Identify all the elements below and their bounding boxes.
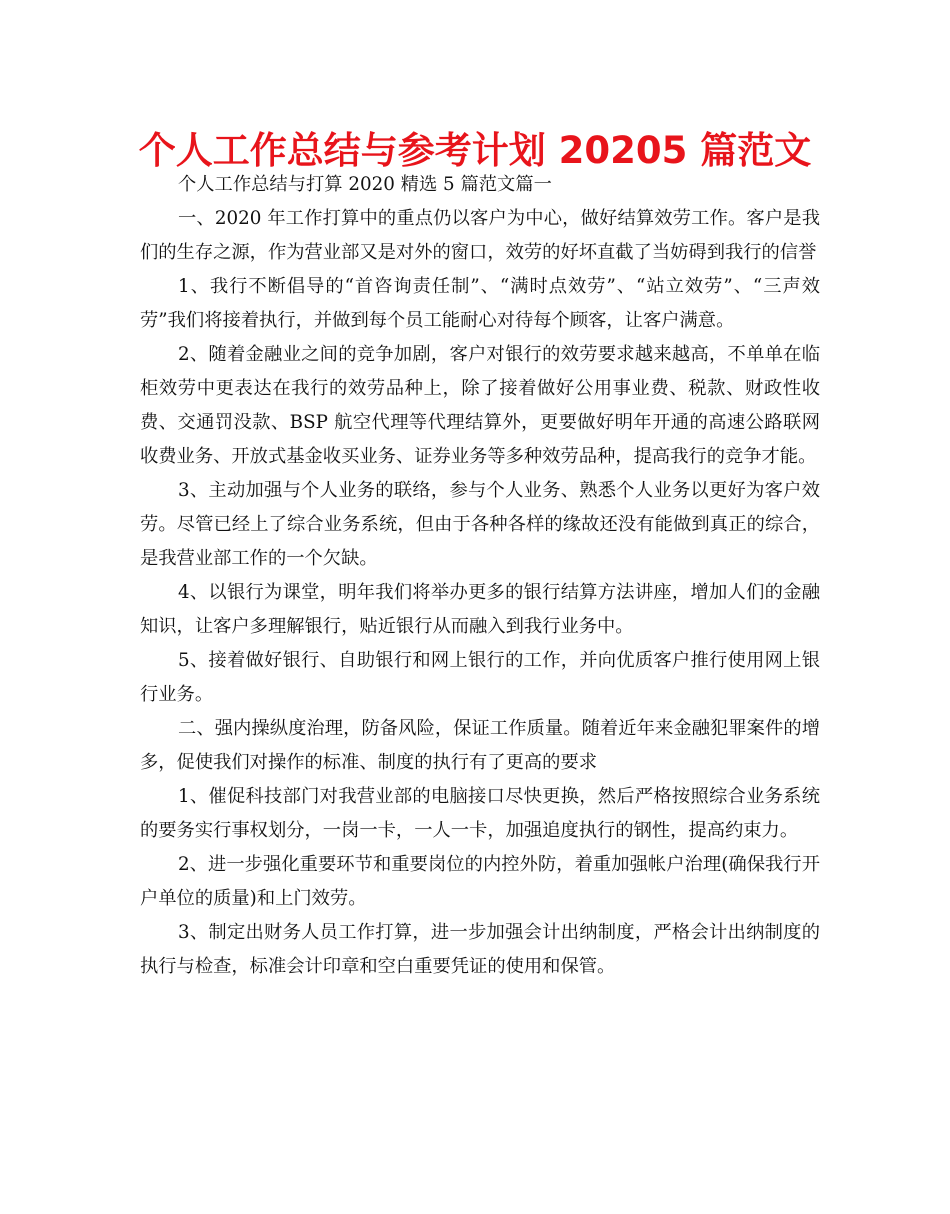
paragraph-item-1-3: 3、主动加强与个人业务的联络，参与个人业务、熟悉个人业务以更好为客户效劳。尽管已经上了综合业务系统，但由于各种各样的缘故还没有能做到真正的综合，是我营业部工作的一个欠缺。	[140, 480, 820, 569]
paragraph-item-1-5: 5、接着做好银行、自助银行和网上银行的工作，并向优质客户推行使用网上银行业务。	[140, 650, 820, 705]
paragraph-section-1: 一、2020 年工作打算中的重点仍以客户为中心，做好结算效劳工作。客户是我们的生存之源，作为营业部又是对外的窗口，效劳的好坏直截了当妨碍到我行的信誉	[140, 208, 820, 263]
paragraph-item-1-1: 1、我行不断倡导的“首咨询责任制”、“满时点效劳”、“站立效劳”、“三声效劳”我们将接着执行，并做到每个员工能耐心对待每个顾客，让客户满意。	[140, 276, 820, 331]
paragraph-item-2-2: 2、进一步强化重要环节和重要岗位的内控外防，着重加强帐户治理(确保我行开户单位的质量)和上门效劳。	[140, 854, 820, 909]
paragraph-subtitle: 个人工作总结与打算 2020 精选 5 篇范文篇一	[178, 174, 552, 195]
paragraph-item-1-4: 4、以银行为课堂，明年我们将举办更多的银行结算方法讲座，增加人们的金融知识，让客户多理解银行，贴近银行从而融入到我行业务中。	[140, 582, 820, 637]
paragraph-item-2-1: 1、催促科技部门对我营业部的电脑接口尽快更换，然后严格按照综合业务系统的要务实行事权划分，一岗一卡，一人一卡，加强追度执行的钢性，提高约束力。	[140, 786, 820, 841]
document-body	[140, 168, 820, 984]
paragraph-item-2-3: 3、制定出财务人员工作打算，进一步加强会计出纳制度，严格会计出纳制度的执行与检查，标准会计印章和空白重要凭证的使用和保管。	[140, 922, 820, 977]
paragraph-item-1-2: 2、随着金融业之间的竞争加剧，客户对银行的效劳要求越来越高，不单单在临柜效劳中更表达在我行的效劳品种上，除了接着做好公用事业费、税款、财政性收费、交通罚没款、BSP 航空代理等代理结算外，更要做好明年开通的高速公路联网收费业务、开放式基金收买业务、证券业务等多种效劳品种，提高我行的竞争才能。	[140, 344, 820, 467]
document-title: 个人工作总结与参考计划 20205 篇范文	[138, 129, 812, 172]
paragraph-section-2: 二、强内操纵度治理，防备风险，保证工作质量。随着近年来金融犯罪案件的增多，促使我们对操作的标准、制度的执行有了更高的要求	[140, 718, 820, 773]
